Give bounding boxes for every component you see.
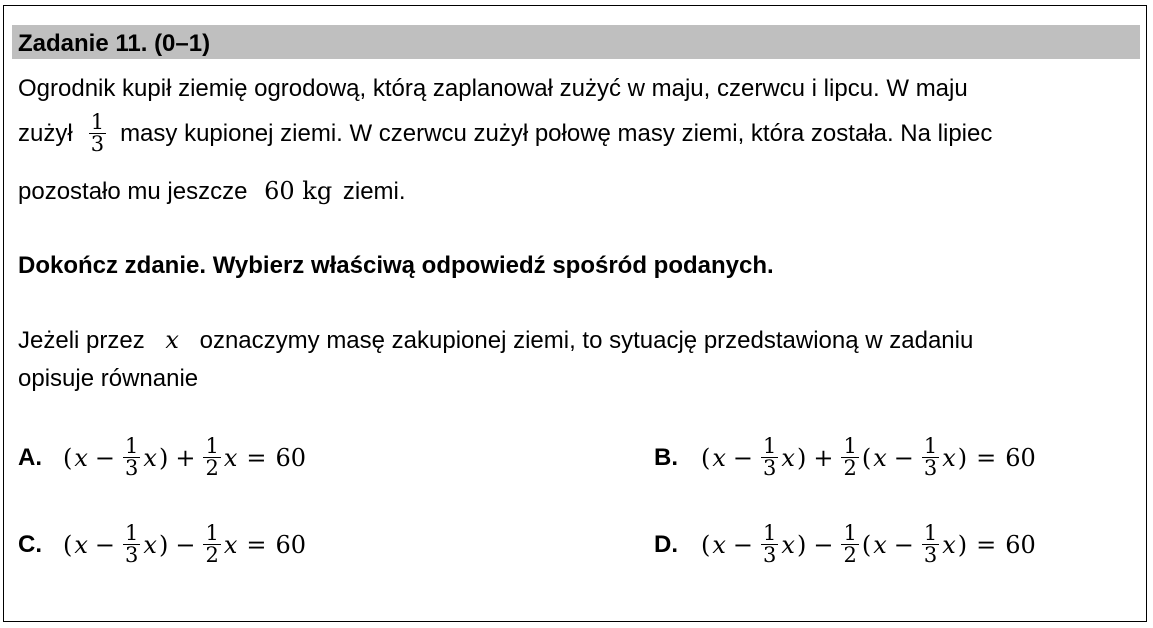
option-d[interactable]	[654, 523, 1037, 566]
fraction-denominator: 3	[90, 132, 105, 156]
option-a-equation: ( x − $\frac{1}{3}$ x ) + $\frac{1}{2}$ x = 60	[63, 434, 307, 480]
fraction-numerator: 1	[90, 110, 105, 134]
line3-after: ziemi.	[342, 178, 406, 205]
task-text-line-2	[18, 112, 992, 155]
instruction: Dokończ zdanie. Wybierz właściwą odpowiedź spośród podanych.	[18, 252, 774, 279]
line3-before: pozostało mu jeszcze	[18, 178, 248, 205]
task-title: Zadanie 11. (0–1)	[18, 30, 211, 57]
line2-before: zużył	[18, 119, 73, 147]
line2-after: masy kupionej ziemi. W czerwcu zużył połowę masy ziemi, która została. Na lipiec	[120, 119, 993, 147]
option-d-equation: ( x − $\frac{1}{3}$ x ) − $\frac{1}{2}$ ( x − $\frac{1}{3}$ x ) = 60	[701, 521, 1036, 567]
option-c-label: C.	[18, 530, 42, 558]
stem-after: oznaczymy masę zakupionej ziemi, to sytuację przedstawioną w zadaniu	[199, 327, 974, 354]
task-text-line-1: Ogrodnik kupił ziemię ogrodową, którą zaplanował zużyć w maju, czerwcu i lipcu. W maju	[18, 75, 968, 102]
fraction-one-third	[89, 112, 106, 155]
task-text-line-3	[18, 177, 406, 206]
option-a[interactable]	[18, 436, 307, 479]
stem-line-2: opisuje równanie	[18, 365, 199, 392]
option-b-label: B.	[654, 443, 678, 471]
option-b-equation: ( x − $\frac{1}{3}$ x ) + $\frac{1}{2}$ ( x − $\frac{1}{3}$ x ) = 60	[701, 434, 1036, 480]
stem-line-1	[18, 326, 973, 355]
option-a-label: A.	[18, 443, 42, 471]
option-d-label: D.	[654, 530, 678, 558]
option-c-equation: ( x − $\frac{1}{3}$ x ) − $\frac{1}{2}$ x = 60	[63, 521, 307, 567]
stem-variable: x	[165, 326, 179, 354]
quantity-60-kg: 60 kg	[264, 177, 333, 205]
option-c[interactable]	[18, 523, 307, 566]
option-b[interactable]	[654, 436, 1037, 479]
stem-before: Jeżeli przez	[18, 327, 145, 354]
